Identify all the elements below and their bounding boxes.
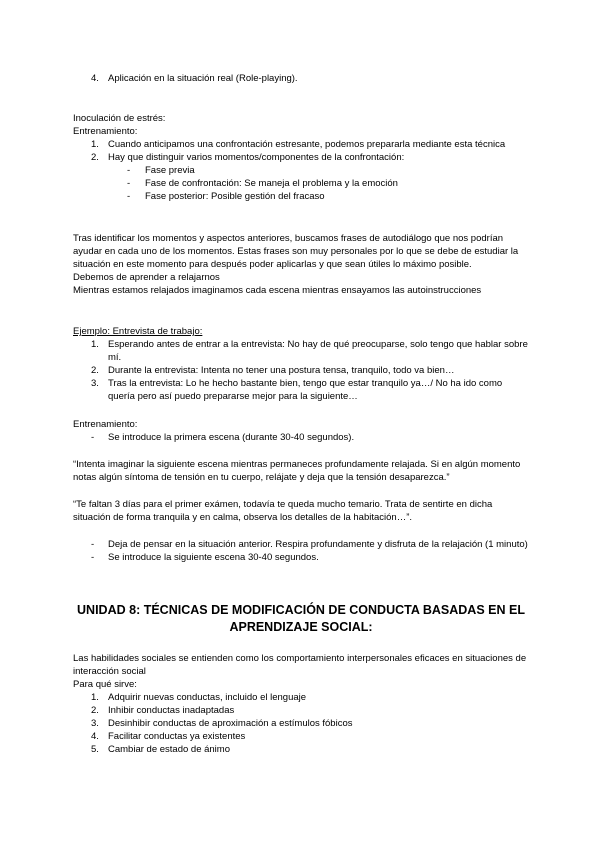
- list-text: Se introduce la primera escena (durante 30-40 segundos).: [108, 432, 355, 443]
- list-text: Hay que distinguir varios momentos/componentes de la confrontación:: [108, 152, 405, 163]
- list-number: 2.: [91, 152, 99, 163]
- list-item: [73, 190, 529, 203]
- list-text: Deja de pensar en la situación anterior. Respira profundamente y disfruta de la relajación (1 minuto): [108, 539, 528, 550]
- list-number: 3.: [91, 378, 99, 389]
- unit-heading: UNIDAD 8: TÉCNICAS DE MODIFICACIÓN DE CONDUCTA BASADAS EN EL APRENDIZAJE SOCIAL:: [77, 603, 525, 634]
- list-text: Aplicación en la situación real (Role-playing).: [108, 73, 298, 84]
- dash-list: [73, 431, 529, 444]
- list-dash: -: [91, 432, 95, 443]
- list-text: Desinhibir conductas de aproximación a estímulos fóbicos: [108, 718, 353, 729]
- list-text: Fase previa: [145, 165, 195, 176]
- list-dash: -: [127, 191, 131, 202]
- list-text: Adquirir nuevas conductas, incluido el lenguaje: [108, 692, 307, 703]
- list-number: 1.: [91, 139, 99, 150]
- list-text: Facilitar conductas ya existentes: [108, 731, 246, 742]
- list-number: 5.: [91, 744, 99, 755]
- list-number: 2.: [91, 705, 99, 716]
- list-item: [73, 551, 529, 564]
- quote-block: [73, 498, 529, 524]
- list-item: [73, 364, 529, 377]
- list-text: Durante la entrevista: Intenta no tener una postura tensa, tranquilo, todo va bien…: [108, 365, 455, 376]
- quote-text: “Intenta imaginar la siguiente escena mientras permaneces profundamente relajada. Si en algún momento notas algún síntoma de tensión en tu cuerpo, relájate y deja que la tensión desaparezca.”: [73, 459, 521, 483]
- tras-section: [73, 232, 529, 297]
- list-item: [73, 377, 529, 403]
- list-item: [73, 338, 529, 364]
- list-dash: -: [127, 165, 131, 176]
- section-title: Entrenamiento:: [73, 419, 138, 430]
- section-title: Inoculación de estrés:: [73, 113, 166, 124]
- list-item: [73, 704, 529, 717]
- inoculacion-section: [73, 112, 529, 203]
- list-item: [73, 431, 529, 444]
- list-item: [73, 151, 529, 164]
- list-number: 2.: [91, 365, 99, 376]
- ejemplo-section: [73, 325, 529, 403]
- entrenamiento-section: [73, 418, 529, 444]
- numbered-list-top: [73, 72, 529, 85]
- list-item: [73, 538, 529, 551]
- list-text: Tras la entrevista: Lo he hecho bastante bien, tengo que estar tranquilo ya…/ No ha ido como quería pero así puedo prepararse mejor para la siguiente…: [108, 378, 503, 402]
- paragraph: Mientras estamos relajados imaginamos cada escena mientras ensayamos las autoinstrucciones: [73, 285, 482, 296]
- list-number: 3.: [91, 718, 99, 729]
- list-text: Se introduce la siguiente escena 30-40 segundos.: [108, 552, 319, 563]
- numbered-list: [73, 338, 529, 403]
- list-text: Esperando antes de entrar a la entrevista: No hay de qué preocuparse, solo tengo que hablar sobre mí.: [108, 339, 528, 363]
- numbered-list: [73, 691, 529, 756]
- list-number: 1.: [91, 339, 99, 350]
- list-item: [73, 164, 529, 177]
- list-text: Cambiar de estado de ánimo: [108, 744, 230, 755]
- list-text: Inhibir conductas inadaptadas: [108, 705, 235, 716]
- list-dash: -: [91, 539, 95, 550]
- dash-list: [73, 164, 529, 203]
- list-text: Fase de confrontación: Se maneja el problema y la emoción: [145, 178, 398, 189]
- list-number: 4.: [91, 73, 99, 84]
- paragraph: Debemos de aprender a relajarnos: [73, 272, 220, 283]
- quote-text: “Te faltan 3 días para el primer exámen, todavía te queda mucho temario. Trata de sentirte en dicha situación de forma tranquila y en calma, observa los detalles de la habitación…”.: [73, 499, 493, 523]
- paragraph: Para qué sirve:: [73, 679, 137, 690]
- list-number: 4.: [91, 731, 99, 742]
- list-item: [73, 72, 529, 85]
- list-item: [73, 691, 529, 704]
- list-item: [73, 177, 529, 190]
- unidad-section: [73, 652, 529, 756]
- paragraph: Las habilidades sociales se entienden como los comportamiento interpersonales eficaces en situaciones de interacción social: [73, 653, 527, 677]
- dash-list: [73, 538, 529, 564]
- section-subtitle: Entrenamiento:: [73, 126, 138, 137]
- section-title: Ejemplo: Entrevista de trabajo:: [73, 326, 203, 337]
- list-dash: -: [91, 552, 95, 563]
- list-item: [73, 743, 529, 756]
- paragraph: Tras identificar los momentos y aspectos anteriores, buscamos frases de autodiálogo que nos podrían ayudar en cada uno de los momentos. Estas frases son muy personales por lo que se debe de estudiar la situación en este momento para después poder aplicarlas y que sean útiles lo máximo posible.: [73, 233, 519, 270]
- list-dash: -: [127, 178, 131, 189]
- quote-block: [73, 458, 529, 484]
- list-item: [73, 138, 529, 151]
- list-text: Cuando anticipamos una confrontación estresante, podemos prepararla mediante esta técnica: [108, 139, 506, 150]
- list-item: [73, 730, 529, 743]
- list-text: Fase posterior: Posible gestión del fracaso: [145, 191, 325, 202]
- list-item: [73, 717, 529, 730]
- list-number: 1.: [91, 692, 99, 703]
- numbered-list: [73, 138, 529, 164]
